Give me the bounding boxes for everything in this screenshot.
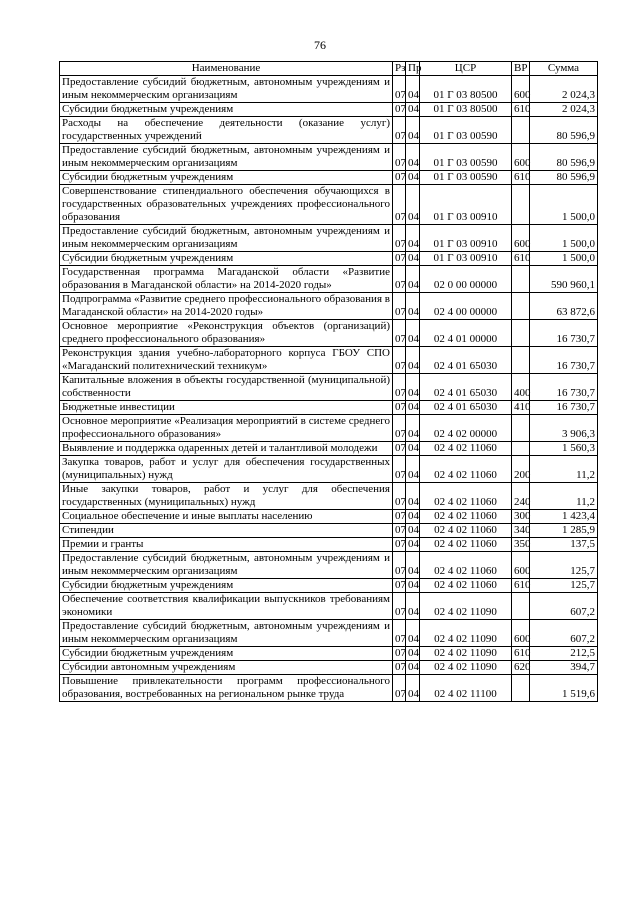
cell-pr: 04 [406,117,420,144]
cell-sum: 212,5 [530,647,598,661]
table-row [60,483,598,510]
cell-name: Выявление и поддержка одаренных детей и талантливой молодежи [60,442,393,456]
table-row [60,293,598,320]
cell-rz: 07 [393,647,406,661]
cell-name: Закупка товаров, работ и услуг для обеспечения государственных (муниципальных) нужд [60,456,393,483]
cell-pr: 04 [406,524,420,538]
cell-vr: 600 [512,552,530,579]
cell-csr: 02 4 02 11100 [420,675,512,702]
cell-vr: 200 [512,456,530,483]
cell-name: Предоставление субсидий бюджетным, автономным учреждениям и иным некоммерческим организациям [60,620,393,647]
cell-csr: 02 4 01 65030 [420,401,512,415]
table-row [60,538,598,552]
table-row [60,579,598,593]
cell-name: Предоставление субсидий бюджетным, автономным учреждениям и иным некоммерческим организациям [60,76,393,103]
page-number: 76 [314,38,326,52]
cell-pr: 04 [406,185,420,225]
cell-rz: 07 [393,103,406,117]
table-row [60,661,598,675]
table-row [60,117,598,144]
cell-vr [512,415,530,442]
table-row [60,225,598,252]
cell-pr: 04 [406,171,420,185]
cell-sum: 125,7 [530,579,598,593]
cell-csr: 01 Г 03 00590 [420,144,512,171]
cell-csr: 02 4 01 65030 [420,374,512,401]
cell-sum: 607,2 [530,593,598,620]
cell-pr: 04 [406,103,420,117]
cell-sum: 1 519,6 [530,675,598,702]
cell-rz: 07 [393,456,406,483]
cell-vr: 410 [512,401,530,415]
cell-sum: 1 423,4 [530,510,598,524]
table-row [60,415,598,442]
cell-rz: 07 [393,293,406,320]
cell-sum: 1 560,3 [530,442,598,456]
table-row [60,456,598,483]
cell-pr: 04 [406,675,420,702]
cell-rz: 07 [393,76,406,103]
cell-sum: 16 730,7 [530,401,598,415]
cell-name: Капитальные вложения в объекты государственной (муниципальной) собственности [60,374,393,401]
cell-sum: 1 500,0 [530,185,598,225]
cell-pr: 04 [406,510,420,524]
table-row [60,320,598,347]
table-row [60,620,598,647]
cell-name: Субсидии бюджетным учреждениям [60,647,393,661]
table-row [60,510,598,524]
cell-name: Предоставление субсидий бюджетным, автономным учреждениям и иным некоммерческим организациям [60,225,393,252]
cell-name: Субсидии бюджетным учреждениям [60,103,393,117]
header-rz: Рз [393,62,406,76]
cell-sum: 16 730,7 [530,320,598,347]
cell-csr: 02 4 02 00000 [420,415,512,442]
cell-name: Повышение привлекательности программ профессионального образования, востребованных на региональном рынке труда [60,675,393,702]
cell-csr: 02 4 02 11060 [420,483,512,510]
cell-sum: 11,2 [530,483,598,510]
cell-sum: 80 596,9 [530,171,598,185]
cell-csr: 02 4 02 11090 [420,647,512,661]
cell-pr: 04 [406,661,420,675]
cell-name: Основное мероприятие «Реконструкция объектов (организаций) среднего профессионального образования» [60,320,393,347]
header-name: Наименование [60,62,393,76]
cell-sum: 2 024,3 [530,103,598,117]
cell-sum: 1 500,0 [530,252,598,266]
cell-rz: 07 [393,266,406,293]
cell-vr: 610 [512,579,530,593]
cell-name: Подпрограмма «Развитие среднего профессионального образования в Магаданской области» на 2014-2020 годы» [60,293,393,320]
header-pr: Пр [406,62,420,76]
cell-csr: 01 Г 03 80500 [420,103,512,117]
header-vr: ВР [512,62,530,76]
table-row [60,144,598,171]
cell-csr: 02 4 01 65030 [420,347,512,374]
cell-name: Государственная программа Магаданской области «Развитие образования в Магаданской области» на 2014-2020 годы» [60,266,393,293]
cell-vr [512,266,530,293]
cell-rz: 07 [393,510,406,524]
table-row [60,401,598,415]
cell-csr: 02 4 02 11060 [420,552,512,579]
cell-vr: 600 [512,620,530,647]
cell-vr [512,293,530,320]
cell-name: Субсидии бюджетным учреждениям [60,252,393,266]
cell-name: Совершенствование стипендиального обеспечения обучающихся в государственных образовательных учреждениях профессионального образования [60,185,393,225]
cell-pr: 04 [406,293,420,320]
cell-name: Иные закупки товаров, работ и услуг для обеспечения государственных (муниципальных) нужд [60,483,393,510]
cell-sum: 16 730,7 [530,374,598,401]
cell-rz: 07 [393,661,406,675]
cell-pr: 04 [406,76,420,103]
cell-csr: 02 4 02 11090 [420,661,512,675]
cell-rz: 07 [393,117,406,144]
cell-name: Субсидии автономным учреждениям [60,661,393,675]
cell-pr: 04 [406,593,420,620]
cell-sum: 1 285,9 [530,524,598,538]
cell-csr: 02 4 02 11060 [420,456,512,483]
cell-sum: 80 596,9 [530,117,598,144]
table-row [60,647,598,661]
table-row [60,374,598,401]
cell-vr: 340 [512,524,530,538]
cell-csr: 02 4 02 11060 [420,510,512,524]
cell-rz: 07 [393,347,406,374]
cell-vr [512,347,530,374]
cell-rz: 07 [393,579,406,593]
cell-pr: 04 [406,552,420,579]
cell-name: Субсидии бюджетным учреждениям [60,171,393,185]
cell-pr: 04 [406,456,420,483]
cell-rz: 07 [393,415,406,442]
table-row [60,103,598,117]
cell-csr: 02 0 00 00000 [420,266,512,293]
cell-vr: 610 [512,252,530,266]
cell-rz: 07 [393,593,406,620]
cell-sum: 394,7 [530,661,598,675]
cell-vr: 610 [512,171,530,185]
cell-vr [512,320,530,347]
cell-csr: 01 Г 03 00910 [420,252,512,266]
cell-name: Предоставление субсидий бюджетным, автономным учреждениям и иным некоммерческим организациям [60,144,393,171]
table-row [60,524,598,538]
cell-rz: 07 [393,552,406,579]
cell-vr [512,593,530,620]
cell-rz: 07 [393,171,406,185]
table-row [60,347,598,374]
cell-csr: 02 4 01 00000 [420,320,512,347]
cell-sum: 3 906,3 [530,415,598,442]
cell-pr: 04 [406,538,420,552]
cell-name: Предоставление субсидий бюджетным, автономным учреждениям и иным некоммерческим организациям [60,552,393,579]
cell-sum: 11,2 [530,456,598,483]
cell-vr [512,675,530,702]
cell-rz: 07 [393,538,406,552]
cell-pr: 04 [406,347,420,374]
cell-sum: 607,2 [530,620,598,647]
cell-csr: 01 Г 03 00590 [420,171,512,185]
cell-pr: 04 [406,442,420,456]
table-header-row [60,62,598,76]
cell-sum: 2 024,3 [530,76,598,103]
cell-rz: 07 [393,442,406,456]
header-csr: ЦСР [420,62,512,76]
cell-name: Субсидии бюджетным учреждениям [60,579,393,593]
cell-rz: 07 [393,144,406,171]
cell-pr: 04 [406,320,420,347]
cell-pr: 04 [406,647,420,661]
cell-pr: 04 [406,252,420,266]
cell-vr: 350 [512,538,530,552]
cell-vr: 620 [512,661,530,675]
cell-vr: 400 [512,374,530,401]
cell-vr: 600 [512,76,530,103]
table-row [60,185,598,225]
cell-pr: 04 [406,144,420,171]
cell-vr [512,185,530,225]
cell-csr: 01 Г 03 00910 [420,185,512,225]
cell-sum: 63 872,6 [530,293,598,320]
cell-name: Социальное обеспечение и иные выплаты населению [60,510,393,524]
cell-rz: 07 [393,524,406,538]
cell-csr: 02 4 02 11090 [420,593,512,620]
table-row [60,675,598,702]
cell-csr: 02 4 02 11060 [420,442,512,456]
cell-pr: 04 [406,401,420,415]
cell-vr [512,442,530,456]
cell-sum: 125,7 [530,552,598,579]
cell-name: Премии и гранты [60,538,393,552]
cell-vr: 610 [512,103,530,117]
table-row [60,76,598,103]
cell-name: Основное мероприятие «Реализация мероприятий в системе среднего профессионального образования» [60,415,393,442]
table-row [60,171,598,185]
cell-vr: 240 [512,483,530,510]
table-row [60,552,598,579]
cell-name: Бюджетные инвестиции [60,401,393,415]
cell-pr: 04 [406,415,420,442]
cell-rz: 07 [393,225,406,252]
cell-name: Стипендии [60,524,393,538]
cell-sum: 16 730,7 [530,347,598,374]
cell-pr: 04 [406,483,420,510]
cell-csr: 02 4 00 00000 [420,293,512,320]
cell-rz: 07 [393,401,406,415]
cell-csr: 02 4 02 11060 [420,524,512,538]
cell-pr: 04 [406,620,420,647]
header-sum: Сумма [530,62,598,76]
budget-table [59,61,598,702]
table-row [60,442,598,456]
cell-csr: 02 4 02 11060 [420,579,512,593]
cell-rz: 07 [393,320,406,347]
cell-pr: 04 [406,579,420,593]
cell-rz: 07 [393,675,406,702]
cell-sum: 137,5 [530,538,598,552]
table-row [60,593,598,620]
cell-rz: 07 [393,483,406,510]
table-row [60,266,598,293]
cell-csr: 02 4 02 11060 [420,538,512,552]
cell-vr [512,117,530,144]
cell-vr: 600 [512,144,530,171]
cell-vr: 300 [512,510,530,524]
cell-vr: 600 [512,225,530,252]
cell-name: Расходы на обеспечение деятельности (оказание услуг) государственных учреждений [60,117,393,144]
cell-csr: 01 Г 03 00910 [420,225,512,252]
cell-sum: 80 596,9 [530,144,598,171]
cell-rz: 07 [393,620,406,647]
cell-name: Обеспечение соответствия квалификации выпускников требованиям экономики [60,593,393,620]
cell-csr: 02 4 02 11090 [420,620,512,647]
cell-csr: 01 Г 03 80500 [420,76,512,103]
cell-sum: 1 500,0 [530,225,598,252]
cell-pr: 04 [406,266,420,293]
cell-pr: 04 [406,374,420,401]
cell-vr: 610 [512,647,530,661]
cell-sum: 590 960,1 [530,266,598,293]
table-row [60,252,598,266]
cell-rz: 07 [393,252,406,266]
cell-rz: 07 [393,374,406,401]
cell-rz: 07 [393,185,406,225]
cell-name: Реконструкция здания учебно-лабораторного корпуса ГБОУ СПО «Магаданский политехнический техникум» [60,347,393,374]
cell-pr: 04 [406,225,420,252]
cell-csr: 01 Г 03 00590 [420,117,512,144]
